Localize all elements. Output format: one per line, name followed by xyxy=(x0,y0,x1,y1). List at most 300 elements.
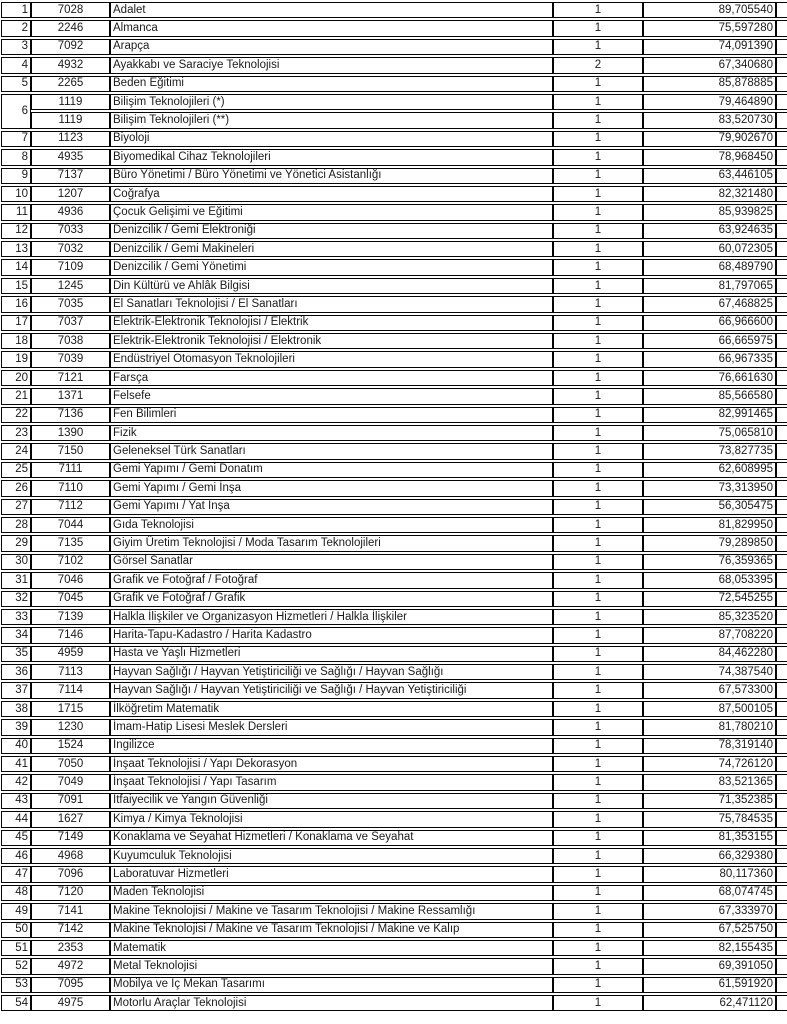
clipped-next-column-cell xyxy=(776,774,787,790)
branch-name-cell: Beden Eğitimi xyxy=(110,76,553,92)
branch-name-cell: Hayvan Sağlığı / Hayvan Yetiştiriciliği ve Sağlığı / Hayvan Yetiştiriciliği xyxy=(110,682,553,698)
base-score-cell: 62,608995 xyxy=(643,462,776,478)
table-row xyxy=(1,738,787,754)
branch-code-cell: 1524 xyxy=(31,738,110,754)
branch-name-cell: Denizcilik / Gemi Makineleri xyxy=(110,241,553,257)
branch-name-cell: Din Kültürü ve Ahlâk Bilgisi xyxy=(110,278,553,294)
row-number-cell: 32 xyxy=(1,591,31,607)
branch-name-cell: Denizcilik / Gemi Elektroniği xyxy=(110,223,553,239)
branch-score-table xyxy=(1,0,787,1013)
table-row xyxy=(1,885,787,901)
branch-name-cell: Mobilya ve İç Mekan Tasarımı xyxy=(110,977,553,993)
table-row xyxy=(1,407,787,423)
clipped-next-column-cell xyxy=(776,333,787,349)
base-score-cell: 89,705540 xyxy=(643,2,776,18)
clipped-next-column-cell xyxy=(776,131,787,147)
row-number-cell: 18 xyxy=(1,333,31,349)
branch-code-cell: 7028 xyxy=(31,2,110,18)
table-row xyxy=(1,2,787,18)
branch-code-cell: 7049 xyxy=(31,774,110,790)
base-score-cell: 75,065810 xyxy=(643,425,776,441)
quota-count-cell: 1 xyxy=(553,204,643,220)
quota-count-cell: 1 xyxy=(553,572,643,588)
branch-code-cell: 1119 xyxy=(31,112,110,128)
branch-name-cell: İmam-Hatip Lisesi Meslek Dersleri xyxy=(110,719,553,735)
table-row xyxy=(1,112,787,128)
table-row xyxy=(1,39,787,55)
row-number-cell: 52 xyxy=(1,958,31,974)
table-row xyxy=(1,259,787,275)
base-score-cell: 82,321480 xyxy=(643,186,776,202)
quota-count-cell: 1 xyxy=(553,701,643,717)
branch-code-cell: 4975 xyxy=(31,995,110,1011)
table-row xyxy=(1,701,787,717)
quota-count-cell: 1 xyxy=(553,793,643,809)
branch-code-cell: 7142 xyxy=(31,922,110,938)
branch-name-cell: Fizik xyxy=(110,425,553,441)
table-row xyxy=(1,682,787,698)
table-row xyxy=(1,793,787,809)
branch-name-cell: Halkla İlişkiler ve Organizasyon Hizmetleri / Halkla İlişkiler xyxy=(110,609,553,625)
branch-code-cell: 7032 xyxy=(31,241,110,257)
row-number-cell: 29 xyxy=(1,535,31,551)
table-row xyxy=(1,591,787,607)
quota-count-cell: 1 xyxy=(553,922,643,938)
row-number-cell: 38 xyxy=(1,701,31,717)
quota-count-cell: 1 xyxy=(553,315,643,331)
row-number-cell: 24 xyxy=(1,443,31,459)
row-number-cell: 22 xyxy=(1,407,31,423)
table-row xyxy=(1,425,787,441)
branch-name-cell: Fen Bilimleri xyxy=(110,407,553,423)
base-score-cell: 79,289850 xyxy=(643,535,776,551)
branch-name-cell: Adalet xyxy=(110,2,553,18)
row-number-cell: 4 xyxy=(1,57,31,73)
clipped-next-column-cell xyxy=(776,39,787,55)
branch-name-cell: Kimya / Kimya Teknolojisi xyxy=(110,811,553,827)
branch-name-cell: Farsça xyxy=(110,370,553,386)
branch-code-cell: 7035 xyxy=(31,296,110,312)
base-score-cell: 63,446105 xyxy=(643,168,776,184)
row-number-cell: 28 xyxy=(1,517,31,533)
quota-count-cell: 1 xyxy=(553,259,643,275)
branch-name-cell: Hasta ve Yaşlı Hizmetleri xyxy=(110,646,553,662)
base-score-cell: 68,489790 xyxy=(643,259,776,275)
clipped-next-column-cell xyxy=(776,682,787,698)
quota-count-cell: 1 xyxy=(553,866,643,882)
base-score-cell: 83,520730 xyxy=(643,112,776,128)
branch-name-cell: Çocuk Gelişimi ve Eğitimi xyxy=(110,204,553,220)
branch-code-cell: 7139 xyxy=(31,609,110,625)
quota-count-cell: 1 xyxy=(553,830,643,846)
clipped-next-column-cell xyxy=(776,609,787,625)
branch-name-cell: Hayvan Sağlığı / Hayvan Yetiştiriciliği ve Sağlığı / Hayvan Sağlığı xyxy=(110,664,553,680)
table-row xyxy=(1,554,787,570)
table-row xyxy=(1,958,787,974)
branch-code-cell: 1371 xyxy=(31,388,110,404)
base-score-cell: 74,387540 xyxy=(643,664,776,680)
base-score-cell: 71,352385 xyxy=(643,793,776,809)
branch-name-cell: Gemi Yapımı / Gemi Donatım xyxy=(110,462,553,478)
branch-name-cell: Gıda Teknolojisi xyxy=(110,517,553,533)
quota-count-cell: 1 xyxy=(553,609,643,625)
branch-code-cell: 1390 xyxy=(31,425,110,441)
clipped-next-column-cell xyxy=(776,278,787,294)
clipped-next-column-cell xyxy=(776,480,787,496)
clipped-next-column-cell xyxy=(776,168,787,184)
branch-code-cell: 7109 xyxy=(31,259,110,275)
base-score-cell: 75,784535 xyxy=(643,811,776,827)
branch-code-cell: 7092 xyxy=(31,39,110,55)
clipped-next-column-cell xyxy=(776,738,787,754)
clipped-next-column-cell xyxy=(776,554,787,570)
clipped-next-column-cell xyxy=(776,370,787,386)
branch-score-table-body xyxy=(1,2,787,1011)
clipped-next-column-cell xyxy=(776,848,787,864)
base-score-cell: 85,878885 xyxy=(643,76,776,92)
quota-count-cell: 1 xyxy=(553,848,643,864)
clipped-next-column-cell xyxy=(776,499,787,515)
base-score-cell: 83,521365 xyxy=(643,774,776,790)
row-number-cell: 49 xyxy=(1,903,31,919)
branch-code-cell: 2265 xyxy=(31,76,110,92)
clipped-next-column-cell xyxy=(776,149,787,165)
branch-name-cell: İtfaiyecilik ve Yangın Güvenliği xyxy=(110,793,553,809)
clipped-next-column-cell xyxy=(776,388,787,404)
table-row xyxy=(1,977,787,993)
row-number-cell: 17 xyxy=(1,315,31,331)
quota-count-cell: 1 xyxy=(553,296,643,312)
branch-name-cell: Makine Teknolojisi / Makine ve Tasarım Teknolojisi / Makine Ressamlığı xyxy=(110,903,553,919)
quota-count-cell: 1 xyxy=(553,756,643,772)
branch-name-cell: Denizcilik / Gemi Yönetimi xyxy=(110,259,553,275)
clipped-next-column-cell xyxy=(776,517,787,533)
branch-code-cell: 7111 xyxy=(31,462,110,478)
branch-code-cell: 1627 xyxy=(31,811,110,827)
base-score-cell: 81,829950 xyxy=(643,517,776,533)
quota-count-cell: 1 xyxy=(553,977,643,993)
table-row xyxy=(1,76,787,92)
clipped-next-column-cell xyxy=(776,241,787,257)
table-row xyxy=(1,609,787,625)
base-score-cell: 56,305475 xyxy=(643,499,776,515)
quota-count-cell: 1 xyxy=(553,499,643,515)
base-score-cell: 67,340680 xyxy=(643,57,776,73)
clipped-next-column-cell xyxy=(776,719,787,735)
branch-code-cell: 4932 xyxy=(31,57,110,73)
base-score-cell: 66,967335 xyxy=(643,351,776,367)
row-number-cell: 30 xyxy=(1,554,31,570)
clipped-next-column-cell xyxy=(776,259,787,275)
branch-code-cell: 7112 xyxy=(31,499,110,515)
clipped-next-column-cell xyxy=(776,572,787,588)
branch-name-cell: Giyim Üretim Teknolojisi / Moda Tasarım Teknolojileri xyxy=(110,535,553,551)
base-score-cell: 60,072305 xyxy=(643,241,776,257)
base-score-cell: 69,391050 xyxy=(643,958,776,974)
row-number-cell: 34 xyxy=(1,627,31,643)
row-number-cell: 31 xyxy=(1,572,31,588)
quota-count-cell: 1 xyxy=(553,774,643,790)
quota-count-cell: 1 xyxy=(553,535,643,551)
base-score-cell: 73,827735 xyxy=(643,443,776,459)
branch-code-cell: 4959 xyxy=(31,646,110,662)
branch-name-cell: Konaklama ve Seyahat Hizmetleri / Konaklama ve Seyahat xyxy=(110,830,553,846)
branch-name-cell: Motorlu Araçlar Teknolojisi xyxy=(110,995,553,1011)
quota-count-cell: 1 xyxy=(553,995,643,1011)
quota-count-cell: 1 xyxy=(553,39,643,55)
row-number-cell: 45 xyxy=(1,830,31,846)
base-score-cell: 74,091390 xyxy=(643,39,776,55)
branch-name-cell: Bilişim Teknolojileri (**) xyxy=(110,112,553,128)
row-number-cell: 44 xyxy=(1,811,31,827)
branch-name-cell: Biyomedikal Cihaz Teknolojileri xyxy=(110,149,553,165)
base-score-cell: 62,471120 xyxy=(643,995,776,1011)
branch-code-cell: 7045 xyxy=(31,591,110,607)
branch-code-cell: 4968 xyxy=(31,848,110,864)
table-row xyxy=(1,664,787,680)
branch-name-cell: Görsel Sanatlar xyxy=(110,554,553,570)
base-score-cell: 76,661630 xyxy=(643,370,776,386)
base-score-cell: 78,968450 xyxy=(643,149,776,165)
branch-code-cell: 4935 xyxy=(31,149,110,165)
table-row xyxy=(1,572,787,588)
branch-code-cell: 2353 xyxy=(31,940,110,956)
quota-count-cell: 1 xyxy=(553,940,643,956)
row-number-cell: 7 xyxy=(1,131,31,147)
branch-code-cell: 1715 xyxy=(31,701,110,717)
row-number-cell: 27 xyxy=(1,499,31,515)
branch-name-cell: El Sanatları Teknolojisi / El Sanatları xyxy=(110,296,553,312)
clipped-next-column-cell xyxy=(776,204,787,220)
table-row xyxy=(1,940,787,956)
table-row xyxy=(1,186,787,202)
base-score-cell: 78,319140 xyxy=(643,738,776,754)
clipped-next-column-cell xyxy=(776,223,787,239)
quota-count-cell: 1 xyxy=(553,149,643,165)
branch-name-cell: Arapça xyxy=(110,39,553,55)
quota-count-cell: 1 xyxy=(553,958,643,974)
quota-count-cell: 1 xyxy=(553,241,643,257)
table-row xyxy=(1,296,787,312)
base-score-cell: 68,053395 xyxy=(643,572,776,588)
base-score-cell: 81,780210 xyxy=(643,719,776,735)
quota-count-cell: 1 xyxy=(553,388,643,404)
base-score-cell: 81,797065 xyxy=(643,278,776,294)
branch-code-cell: 7137 xyxy=(31,168,110,184)
base-score-cell: 73,313950 xyxy=(643,480,776,496)
table-row xyxy=(1,388,787,404)
base-score-cell: 66,966600 xyxy=(643,315,776,331)
clipped-next-column-cell xyxy=(776,756,787,772)
branch-code-cell: 7120 xyxy=(31,885,110,901)
table-row xyxy=(1,866,787,882)
branch-name-cell: Bilişim Teknolojileri (*) xyxy=(110,94,553,110)
row-number-cell: 40 xyxy=(1,738,31,754)
base-score-cell: 68,074745 xyxy=(643,885,776,901)
branch-name-cell: Metal Teknolojisi xyxy=(110,958,553,974)
base-score-cell: 81,353155 xyxy=(643,830,776,846)
branch-code-cell: 2246 xyxy=(31,20,110,36)
row-number-cell: 6 xyxy=(1,94,31,129)
row-number-cell: 39 xyxy=(1,719,31,735)
branch-code-cell: 7050 xyxy=(31,756,110,772)
row-number-cell: 15 xyxy=(1,278,31,294)
clipped-next-column-cell xyxy=(776,885,787,901)
branch-code-cell: 7114 xyxy=(31,682,110,698)
row-number-cell: 54 xyxy=(1,995,31,1011)
clipped-next-column-cell xyxy=(776,830,787,846)
clipped-next-column-cell xyxy=(776,443,787,459)
table-row xyxy=(1,241,787,257)
quota-count-cell: 1 xyxy=(553,407,643,423)
branch-name-cell: İlköğretim Matematik xyxy=(110,701,553,717)
table-row xyxy=(1,351,787,367)
branch-name-cell: İnşaat Teknolojisi / Yapı Dekorasyon xyxy=(110,756,553,772)
table-row xyxy=(1,480,787,496)
quota-count-cell: 1 xyxy=(553,131,643,147)
row-number-cell: 21 xyxy=(1,388,31,404)
branch-name-cell: Grafik ve Fotoğraf / Grafik xyxy=(110,591,553,607)
table-row xyxy=(1,719,787,735)
row-number-cell: 43 xyxy=(1,793,31,809)
branch-name-cell: Laboratuvar Hizmetleri xyxy=(110,866,553,882)
table-row xyxy=(1,811,787,827)
base-score-cell: 66,665975 xyxy=(643,333,776,349)
table-row xyxy=(1,315,787,331)
branch-name-cell: Elektrik-Elektronik Teknolojisi / Elektronik xyxy=(110,333,553,349)
branch-name-cell: Biyoloji xyxy=(110,131,553,147)
base-score-cell: 79,464890 xyxy=(643,94,776,110)
quota-count-cell: 1 xyxy=(553,591,643,607)
base-score-cell: 82,155435 xyxy=(643,940,776,956)
table-row xyxy=(1,94,787,110)
row-number-cell: 50 xyxy=(1,922,31,938)
branch-code-cell: 7044 xyxy=(31,517,110,533)
branch-name-cell: Matematik xyxy=(110,940,553,956)
quota-count-cell: 1 xyxy=(553,351,643,367)
row-number-cell: 36 xyxy=(1,664,31,680)
table-row xyxy=(1,20,787,36)
table-row xyxy=(1,627,787,643)
branch-code-cell: 7141 xyxy=(31,903,110,919)
clipped-next-column-cell xyxy=(776,903,787,919)
base-score-cell: 66,329380 xyxy=(643,848,776,864)
clipped-next-column-cell xyxy=(776,2,787,18)
table-row xyxy=(1,223,787,239)
branch-name-cell: Felsefe xyxy=(110,388,553,404)
quota-count-cell: 1 xyxy=(553,76,643,92)
branch-code-cell: 7033 xyxy=(31,223,110,239)
row-number-cell: 12 xyxy=(1,223,31,239)
base-score-cell: 79,902670 xyxy=(643,131,776,147)
row-number-cell: 33 xyxy=(1,609,31,625)
clipped-next-column-cell xyxy=(776,351,787,367)
base-score-cell: 87,500105 xyxy=(643,701,776,717)
clipped-next-column-cell xyxy=(776,664,787,680)
quota-count-cell: 1 xyxy=(553,2,643,18)
quota-count-cell: 2 xyxy=(553,57,643,73)
clipped-next-column-cell xyxy=(776,701,787,717)
branch-name-cell: Almanca xyxy=(110,20,553,36)
branch-code-cell: 7038 xyxy=(31,333,110,349)
row-number-cell: 37 xyxy=(1,682,31,698)
table-row xyxy=(1,131,787,147)
branch-code-cell: 7150 xyxy=(31,443,110,459)
quota-count-cell: 1 xyxy=(553,664,643,680)
base-score-cell: 67,573300 xyxy=(643,682,776,698)
base-score-cell: 67,525750 xyxy=(643,922,776,938)
branch-code-cell: 7102 xyxy=(31,554,110,570)
base-score-cell: 63,924635 xyxy=(643,223,776,239)
clipped-next-column-cell xyxy=(776,922,787,938)
branch-name-cell: Grafik ve Fotoğraf / Fotoğraf xyxy=(110,572,553,588)
quota-count-cell: 1 xyxy=(553,462,643,478)
quota-count-cell: 1 xyxy=(553,480,643,496)
row-number-cell: 51 xyxy=(1,940,31,956)
quota-count-cell: 1 xyxy=(553,517,643,533)
branch-name-cell: Harita-Tapu-Kadastro / Harita Kadastro xyxy=(110,627,553,643)
row-number-cell: 1 xyxy=(1,2,31,18)
branch-code-cell: 7039 xyxy=(31,351,110,367)
row-number-cell: 53 xyxy=(1,977,31,993)
branch-code-cell: 7135 xyxy=(31,535,110,551)
clipped-next-column-cell xyxy=(776,940,787,956)
branch-code-cell: 7046 xyxy=(31,572,110,588)
row-number-cell: 25 xyxy=(1,462,31,478)
row-number-cell: 5 xyxy=(1,76,31,92)
clipped-next-column-cell xyxy=(776,57,787,73)
branch-code-cell: 7096 xyxy=(31,866,110,882)
clipped-next-column-cell xyxy=(776,811,787,827)
branch-code-cell: 7037 xyxy=(31,315,110,331)
branch-code-cell: 7110 xyxy=(31,480,110,496)
quota-count-cell: 1 xyxy=(553,885,643,901)
clipped-next-column-cell xyxy=(776,646,787,662)
branch-code-cell: 7149 xyxy=(31,830,110,846)
base-score-cell: 84,462280 xyxy=(643,646,776,662)
quota-count-cell: 1 xyxy=(553,112,643,128)
table-row xyxy=(1,168,787,184)
clipped-next-column-cell xyxy=(776,591,787,607)
branch-code-cell: 7121 xyxy=(31,370,110,386)
base-score-cell: 80,117360 xyxy=(643,866,776,882)
clipped-next-column-cell xyxy=(776,186,787,202)
quota-count-cell: 1 xyxy=(553,20,643,36)
clipped-next-column-cell xyxy=(776,995,787,1011)
branch-code-cell: 1230 xyxy=(31,719,110,735)
branch-name-cell: Kuyumculuk Teknolojisi xyxy=(110,848,553,864)
row-number-cell: 19 xyxy=(1,351,31,367)
table-row xyxy=(1,995,787,1011)
quota-count-cell: 1 xyxy=(553,738,643,754)
row-number-cell: 13 xyxy=(1,241,31,257)
quota-count-cell: 1 xyxy=(553,903,643,919)
table-row xyxy=(1,333,787,349)
quota-count-cell: 1 xyxy=(553,627,643,643)
clipped-next-column-cell xyxy=(776,793,787,809)
base-score-cell: 85,566580 xyxy=(643,388,776,404)
clipped-next-column-cell xyxy=(776,94,787,110)
branch-code-cell: 4936 xyxy=(31,204,110,220)
table-row xyxy=(1,903,787,919)
base-score-cell: 61,591920 xyxy=(643,977,776,993)
branch-name-cell: Geleneksel Türk Sanatları xyxy=(110,443,553,459)
table-row xyxy=(1,922,787,938)
branch-name-cell: İngilizce xyxy=(110,738,553,754)
row-number-cell: 47 xyxy=(1,866,31,882)
row-number-cell: 3 xyxy=(1,39,31,55)
clipped-next-column-cell xyxy=(776,76,787,92)
